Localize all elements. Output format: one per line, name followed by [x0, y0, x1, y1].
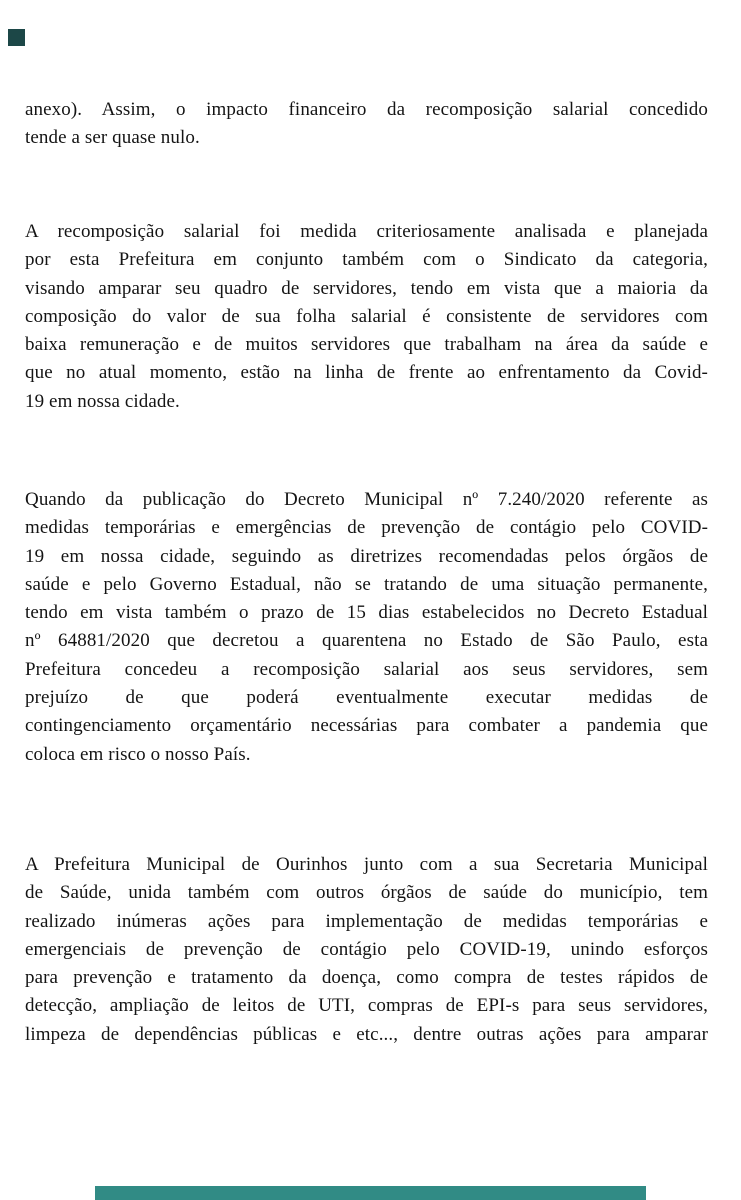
- text-line: anexo). Assim, o impacto financeiro da recomposição salarial concedido: [25, 99, 708, 120]
- text-line: para prevenção e tratamento da doença, como compra de testes rápidos de: [25, 967, 708, 989]
- text-line: que no atual momento, estão na linha de frente ao enfrentamento da Covid-: [25, 362, 708, 384]
- text-line: limpeza de dependências públicas e etc..., dentre outras ações para amparar: [25, 1023, 708, 1045]
- text-line: prejuízo de que poderá eventualmente executar medidas de: [25, 687, 708, 709]
- text-line: 19 em nossa cidade, seguindo as diretrizes recomendadas pelos órgãos de: [25, 545, 708, 567]
- text-line: nº 64881/2020 que decretou a quarentena no Estado de São Paulo, esta: [25, 630, 708, 652]
- paragraph: [25, 851, 708, 1049]
- paragraph: [25, 218, 708, 416]
- text-line: composição do valor de sua folha salarial é consistente de servidores com: [25, 305, 708, 327]
- text-line: tendo em vista também o prazo de 15 dias estabelecidos no Decreto Estadual: [25, 602, 708, 624]
- text-line: emergenciais de prevenção de contágio pelo COVID-19, unindo esforços: [25, 938, 708, 960]
- text-line: coloca em risco o nosso País.: [25, 743, 251, 765]
- text-line: Quando da publicação do Decreto Municipal nº 7.240/2020 referente as: [25, 489, 708, 510]
- bottom-bar-artifact: [95, 1186, 646, 1200]
- text-line: saúde e pelo Governo Estadual, não se tratando de uma situação permanente,: [25, 573, 708, 595]
- text-line: baixa remuneração e de muitos servidores que trabalham na área da saúde e: [25, 334, 708, 356]
- text-line: visando amparar seu quadro de servidores, tendo em vista que a maioria da: [25, 277, 708, 299]
- text-line: Prefeitura concedeu a recomposição salarial aos seus servidores, sem: [25, 658, 708, 680]
- text-line: tende a ser quase nulo.: [25, 127, 200, 149]
- text-line: detecção, ampliação de leitos de UTI, compras de EPI-s para seus servidores,: [25, 995, 708, 1017]
- text-line: realizado inúmeras ações para implementação de medidas temporárias e: [25, 910, 708, 932]
- text-line: medidas temporárias e emergências de prevenção de contágio pelo COVID-: [25, 517, 708, 539]
- text-line: 19 em nossa cidade.: [25, 390, 180, 412]
- text-line: de Saúde, unida também com outros órgãos de saúde do município, tem: [25, 882, 708, 904]
- text-line: contingenciamento orçamentário necessárias para combater a pandemia que: [25, 715, 708, 737]
- text-line: por esta Prefeitura em conjunto também com o Sindicato da categoria,: [25, 249, 708, 271]
- text-line: A recomposição salarial foi medida criteriosamente analisada e planejada: [25, 221, 708, 242]
- paragraph: [25, 96, 708, 153]
- text-line: A Prefeitura Municipal de Ourinhos junto com a sua Secretaria Municipal: [25, 854, 708, 875]
- paragraph: [25, 486, 708, 769]
